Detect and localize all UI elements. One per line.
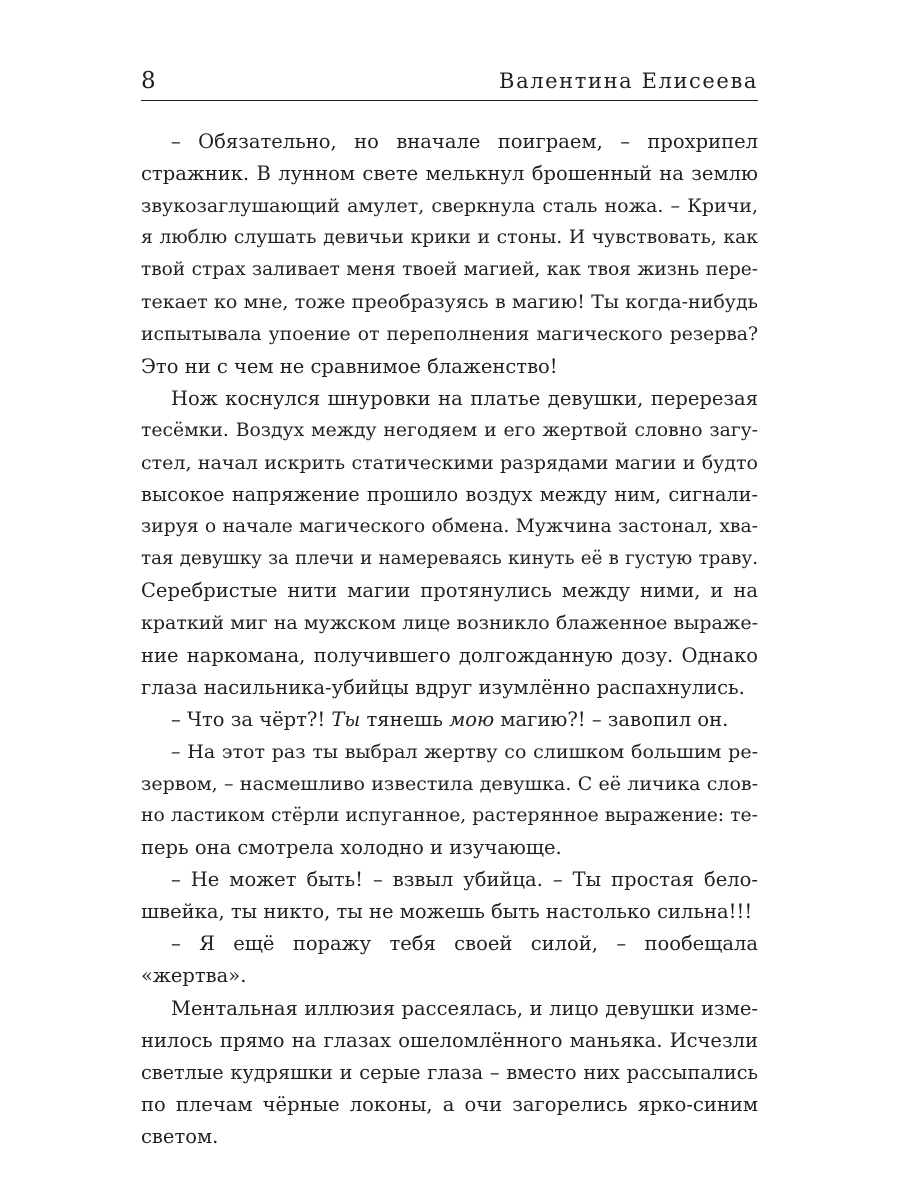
text-line: краткий миг на мужском лице возникло блаженное выраже- [141,612,758,635]
text-line: твой страх заливает меня твоей магией, как твоя жизнь пере- [141,259,758,281]
body-text [141,126,758,1153]
text-line: зервом, – насмешливо известила девушка. С её личика слов- [141,772,758,795]
text-line: – Не может быть! – взвыл убийца. – Ты простая бело- [171,868,758,892]
text-line: Серебристые нити магии протянулись между ними, и на [141,579,758,603]
text-line: «жертва». [141,964,247,988]
text-line: ние наркомана, получившего долгожданную дозу. Однако [141,643,758,667]
paragraph [141,993,758,1153]
page-header [141,66,758,101]
paragraph [141,383,758,704]
text-line: перь она смотрела холодно и изучающе. [141,836,562,860]
text-line: – Что за чёрт?! Ты тянешь мою магию?! – завопил он. [171,707,729,731]
text-line: Это ни с чем не сравнимое блаженство! [141,354,558,378]
text-line: стражник. В лунном свете мелькнул брошенный на землю [141,162,758,186]
text-line: зируя о начале магического обмена. Мужчина застонал, хва- [141,516,758,538]
text-line: испытывала упоение от переполнения магического резерва? [141,323,758,345]
running-head-author: Валентина Елисеева [499,69,758,93]
text-line: стел, начал искрить статическими разрядами магии и будто [141,451,758,474]
paragraph [141,928,758,992]
text-line: глаза насильника-убийцы вдруг изумлённо распахнулись. [141,675,745,699]
text-line: – Обязательно, но вначале поиграем, – прохрипел [171,130,758,153]
paragraph [141,736,758,864]
text-line: – На этот раз ты выбрал жертву со слишком большим ре- [171,740,758,763]
paragraph [141,704,758,736]
text-line: Ментальная иллюзия рассеялась, и лицо девушки изме- [171,996,758,1020]
text-line: но ластиком стёрли испуганное, растерянное выражение: те- [141,804,758,826]
text-line: высокое напряжение прошило воздух между ним, сигнали- [141,483,758,507]
text-line: звукозаглушающий амулет, сверкнула сталь ножа. – Кричи, [141,195,758,218]
text-line: светом. [141,1124,219,1148]
text-line: тая девушку за плечи и намереваясь кинуть её в густую траву. [141,548,758,570]
paragraph [141,126,758,383]
page-number: 8 [141,68,156,94]
text-line: текает ко мне, тоже преобразуясь в магию! Ты когда-нибудь [141,291,758,314]
text-line: нилось прямо на глазах ошеломлённого маньяка. Исчезли [141,1028,758,1052]
text-line: швейка, ты никто, ты не можешь быть настолько сильна!!! [141,900,753,924]
text-line: светлые кудряшки и серые глаза – вместо них рассыпались [141,1060,758,1084]
text-line: я люблю слушать девичьи крики и стоны. И чувствовать, как [141,227,758,249]
text-line: тесёмки. Воздух между негодяем и его жертвой словно загу- [141,419,758,441]
text-line: – Я ещё поражу тебя своей силой, – пообещала [171,932,758,956]
text-line: Нож коснулся шнуровки на платье девушки, перерезая [171,386,758,410]
paragraph [141,864,758,928]
text-line: по плечам чёрные локоны, а очи загорелись ярко-синим [141,1092,758,1116]
